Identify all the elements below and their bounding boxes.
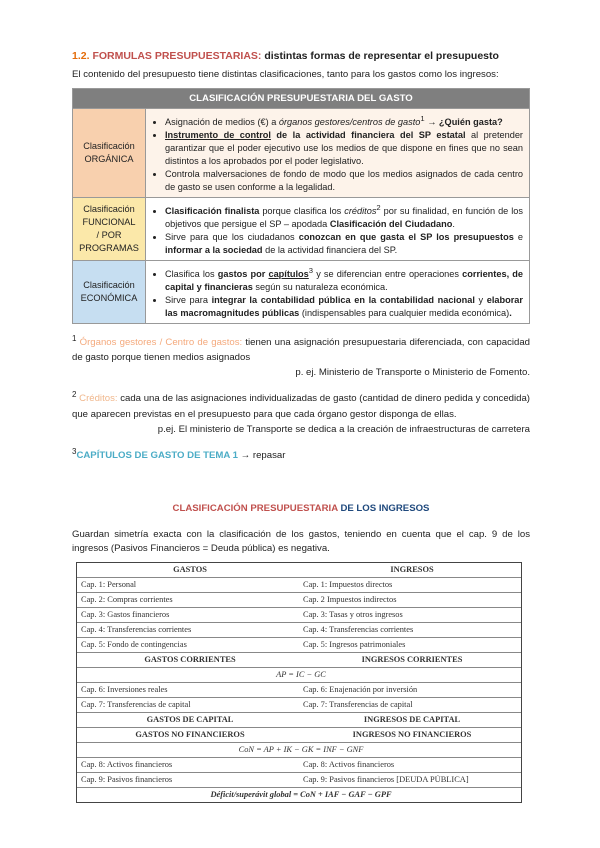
table-row: Cap. 3: Gastos financieros Cap. 3: Tasas y otros ingresos (77, 608, 521, 623)
table-title: CLASIFICACIÓN PRESUPUESTARIA DEL GASTO (73, 89, 530, 109)
table-row: Cap. 5: Fondo de contingencias Cap. 5: Ingresos patrimoniales (77, 638, 521, 653)
intro-paragraph: El contenido del presupuesto tiene distintas clasificaciones, tanto para los gastos como los ingresos: (72, 69, 499, 80)
table-row (73, 198, 530, 261)
table-row (73, 109, 530, 198)
table-row: Cap. 7: Transferencias de capital Cap. 7: Transferencias de capital (77, 698, 521, 713)
ingresos-heading: CLASIFICACIÓN PRESUPUESTARIA DE LOS INGRESOS (172, 502, 430, 514)
table-row: Cap. 4: Transferencias corrientes Cap. 4: Transferencias corrientes (77, 623, 521, 638)
subtotal-row: GASTOS CORRIENTES INGRESOS CORRIENTES (77, 653, 521, 668)
label-funcional: Clasificación FUNCIONAL / POR PROGRAMAS (73, 198, 146, 261)
label-organica: Clasificación ORGÁNICA (73, 109, 146, 198)
table-row: Cap. 2: Compras corrientes Cap. 2 Impuestos indirectos (77, 593, 521, 608)
table-row: Cap. 8: Activos financieros Cap. 8: Activos financieros (77, 758, 521, 773)
funcional-content: • Clasificación finalista porque clasifica los créditos$^2$ por su finalidad, en función de los objetivos que persigue el SP – apodada Clasificación del Ciudadano. • Sirve para que los ciudadanos conozcan en que gasta el SP los presupuestos e informar a la sociedad de la actividad financiera del SP. (146, 198, 530, 261)
footnote-1-example: p. ej. Ministerio de Transporte o Ministerio de Fomento. (295, 367, 530, 379)
table-row: Cap. 9: Pasivos financieros Cap. 9: Pasivos financieros [DEUDA PÚBLICA] (77, 773, 521, 788)
footnote-1: $^1$ Órganos gestores / Centro de gastos: tienen una asignación presupuestaria diferenciada, con capacidad de gasto porque tienen medios asignados p. ej. Ministerio de Transporte o Ministerio de Fomento. (72, 334, 531, 379)
table-header-row: GASTOS INGRESOS (77, 563, 521, 578)
footnote-3: $^3$CAPÍTULOS DE GASTO DE TEMA 1 → repasar (72, 446, 286, 461)
ingresos-paragraph: Guardan simetría exacta con la clasificación de los gastos, teniendo en cuenta que el cap. 9 de los ingresos (Pasivos Financieros = Deuda pública) es negativa. (72, 528, 530, 554)
document-page (72, 50, 530, 803)
footnote-2-example: p.ej. El ministerio de Transporte se dedica a la creación de infraestructuras de carretera (157, 423, 530, 435)
organica-content: • Asignación de medios (€) a órganos gestores/centros de gasto$^1$ → ¿Quién gasta? • Instrumento de control de la actividad financiera del SP estatal al pretender garantizar que el poder ejecutivo use los medios de que dispone en fines que no sean distintos a los aprobados por el poder legislativo. • Controla malversaciones de fondo de modo que los medios asignados de cada centro de gasto se usen conforme a la legalidad. (146, 109, 530, 198)
formula-row: CoN = AP + IK − GK = INF − GNF (77, 743, 521, 758)
table-row (73, 261, 530, 324)
label-economica: Clasificación ECONÓMICA (73, 261, 146, 324)
gasto-classification-table (72, 88, 530, 324)
table-row: Cap. 1: Personal Cap. 1: Impuestos directos (77, 578, 521, 593)
table-row: Cap. 6: Inversiones reales Cap. 6: Enajenación por inversión (77, 683, 521, 698)
gastos-ingresos-table (76, 562, 522, 803)
economica-content: • Clasifica los gastos por capítulos$^3$ y se diferencian entre operaciones corrientes, de capital y financieras según su naturaleza económica. • Sirve para integrar la contabilidad pública en la contabilidad nacional y elaborar las macromagnitudes públicas (indispensables para cualquier medida económica). (146, 261, 530, 324)
subtotal-row: GASTOS NO FINANCIEROS INGRESOS NO FINANCIEROS (77, 728, 521, 743)
section-heading: 1.2. FORMULAS PRESUPUESTARIAS: distintas formas de representar el presupuesto (72, 50, 499, 62)
footnote-2: $^2$ Créditos: cada una de las asignaciones individualizadas de gasto (cantidad de dinero pedida y concedida) que aparecen previstas en el presupuesto para que cada órgano gestor disponga de ellas. p.ej. El ministerio de Transporte se dedica a la creación de infraestructuras de carretera (72, 390, 530, 435)
formula-row: Déficit/superávit global = CoN + IAF − GAF − GPF (210, 790, 392, 800)
formula-row: AP = IC − GC (77, 668, 521, 683)
subtotal-row: GASTOS DE CAPITAL INGRESOS DE CAPITAL (77, 713, 521, 728)
